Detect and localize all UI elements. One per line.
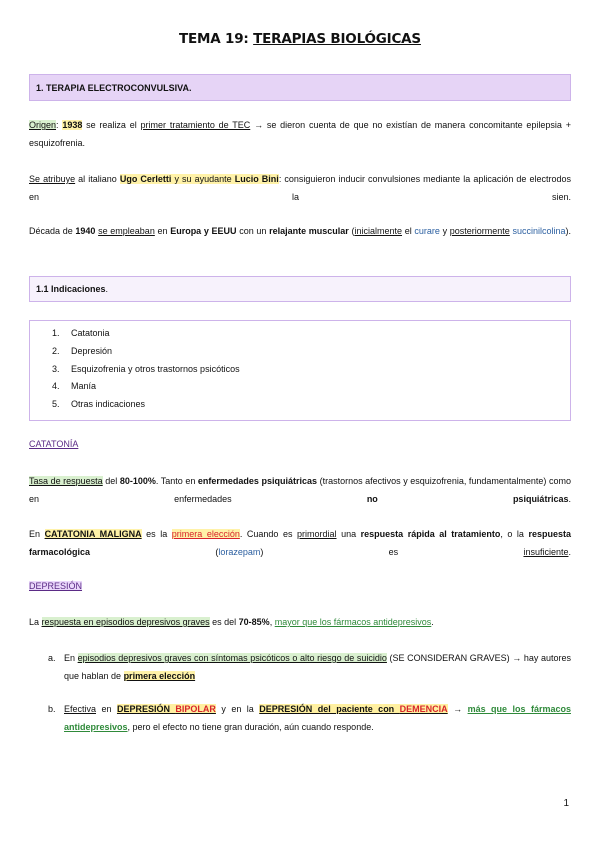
section-heading-text: 1. TERAPIA ELECTROCONVULSIVA. — [36, 82, 192, 93]
text-span: , pero el efecto no tiene gran duración, aún cuando responde. — [127, 722, 374, 732]
origen-label: Origen — [29, 120, 57, 130]
text-span: → se dieron cuenta de que no existían de manera concomitante epilepsia + esquizofrenia. — [29, 120, 571, 148]
text-span: con un — [236, 226, 270, 236]
text-span: . Cuando es — [239, 529, 298, 539]
text-span: : consiguieron inducir convulsiones mediante la aplicación de electrodos en la sien. — [29, 174, 572, 202]
posteriormente: posteriormente — [449, 226, 510, 236]
primera-eleccion: primera elección — [171, 529, 240, 539]
page-number: 1 — [563, 798, 569, 809]
text-span — [117, 704, 216, 714]
text-span: es del — [209, 617, 239, 627]
text-span: → — [447, 704, 468, 714]
paragraph-depresion — [29, 613, 571, 631]
text-span — [64, 649, 571, 685]
lorazepam: lorazepam — [218, 547, 261, 557]
catatonia-maligna: CATATONIA MALIGNA — [44, 529, 142, 539]
paragraph-origen — [29, 116, 571, 152]
mayor-que-farmacos: mayor que los fármacos antidepresivos — [274, 617, 432, 627]
respuesta-rapida: respuesta rápida al tratamiento — [360, 529, 501, 539]
text-span: b. — [48, 704, 56, 714]
enfermedades-psiquiatricas: enfermedades psiquiátricas — [197, 476, 318, 486]
text-span: en — [154, 226, 171, 236]
text-span: . Tanto en — [155, 476, 198, 486]
text-span: 4. — [52, 381, 60, 391]
title-prefix: TEMA 19: — [179, 31, 254, 47]
text-span: : — [56, 120, 63, 130]
list-item — [52, 381, 96, 391]
paragraph-decada — [29, 222, 571, 240]
text-span — [64, 700, 571, 736]
relajante-muscular: relajante muscular — [269, 226, 349, 236]
text-span: . — [568, 547, 571, 557]
section-heading-indicaciones — [29, 276, 571, 302]
list-item — [52, 364, 240, 374]
pct-70-85: 70-85% — [238, 617, 270, 627]
text-span: . — [431, 617, 434, 627]
year-1938: 1938 — [62, 120, 83, 130]
primordial: primordial — [297, 529, 337, 539]
text-span: del — [102, 476, 120, 486]
europa-eeuu: Europa y EEUU — [170, 226, 237, 236]
page-title — [0, 31, 600, 47]
paragraph-catatonia-tasa — [29, 472, 571, 508]
efectiva: Efectiva — [64, 704, 97, 714]
respuesta-episodios: respuesta en episodios depresivos graves — [41, 617, 210, 627]
text-span: y — [439, 226, 450, 236]
list-item — [52, 399, 145, 409]
text-span: . — [105, 284, 109, 294]
text-span: . — [568, 494, 571, 504]
text-span: ( — [348, 226, 355, 236]
text-span: (trastornos afectivos y esquizofrenia, fundamentalmente) como en enfermedades — [29, 476, 571, 504]
text-span: DEPRESIÓN del paciente con — [259, 704, 400, 714]
list-item — [52, 328, 110, 338]
insuficiente: insuficiente — [523, 547, 569, 557]
text-span: DEPRESIÓN — [116, 704, 176, 714]
text-span: ). — [565, 226, 571, 236]
text-span: En — [29, 529, 45, 539]
text-span: Catatonia — [71, 328, 110, 338]
se-atribuye: Se atribuye — [29, 174, 76, 184]
text-span: se realiza el — [82, 120, 141, 130]
paragraph-atribuye — [29, 170, 571, 206]
text-span: Manía — [71, 381, 97, 391]
tasa-respuesta: Tasa de respuesta — [29, 476, 103, 486]
text-span: , o la — [500, 529, 529, 539]
text-span: es la — [141, 529, 172, 539]
demencia: DEMENCIA — [399, 704, 448, 714]
ugo-cerletti: Ugo Cerletti — [119, 174, 172, 184]
text-span: ) es — [260, 547, 524, 557]
se-empleaban: se empleaban — [98, 226, 155, 236]
bipolar: BIPOLAR — [175, 704, 216, 714]
list-item — [52, 346, 112, 356]
text-span: y en la — [215, 704, 260, 714]
respuesta-farmacologica: respuesta farmacológica — [29, 529, 572, 557]
depresion-label: DEPRESIÓN — [29, 581, 83, 591]
text-span: ( — [90, 547, 219, 557]
section-heading-tec — [29, 74, 571, 101]
primera-eleccion-a: primera elección — [123, 671, 196, 681]
lucio-bini: Lucio Bini — [234, 174, 279, 184]
text-span: en — [96, 704, 117, 714]
curare: curare — [414, 226, 440, 236]
text-span: 3. — [52, 364, 60, 374]
text-span: La — [29, 617, 42, 627]
mas-que-farmacos: más que los fármacos antidepresivos — [64, 704, 571, 732]
text-span: Esquizofrenia y otros trastornos psicóticos — [71, 364, 240, 374]
text-span: , — [269, 617, 275, 627]
text-span: una — [336, 529, 361, 539]
subsection-heading-text: 1.1 Indicaciones — [36, 284, 106, 294]
text-span: Otras indicaciones — [71, 399, 146, 409]
text-span: 1. — [52, 328, 60, 338]
paragraph-catatonia-maligna — [29, 525, 571, 561]
text-span: Década de — [29, 226, 76, 236]
text-span: a. — [48, 653, 56, 663]
text-span: 2. — [52, 346, 60, 356]
year-1940: 1940 — [75, 226, 96, 236]
text-span: y su ayudante — [171, 174, 235, 184]
list-item-a — [48, 649, 571, 685]
primer-tratamiento: primer tratamiento de TEC — [140, 120, 251, 130]
succinilcolina: succinilcolina — [512, 226, 566, 236]
text-span: (SE CONSIDERAN GRAVES) → hay autores que hablan de — [64, 653, 571, 681]
catatonia-label: CATATONÍA — [29, 439, 79, 449]
list-item-b — [48, 700, 571, 736]
indications-list — [29, 320, 571, 421]
no-psiquiatricas: no psiquiátricas — [366, 494, 569, 504]
text-span: En — [64, 653, 78, 663]
text-span: 5. — [52, 399, 60, 409]
text-span: al italiano — [75, 174, 120, 184]
text-span — [259, 704, 447, 714]
title-underlined: TERAPIAS BIOLÓGICAS — [253, 31, 421, 47]
text-span: Depresión — [71, 346, 113, 356]
episodios-graves: episodios depresivos graves con síntomas psicóticos o alto riesgo de suicidio — [77, 653, 387, 663]
text-span: el — [402, 226, 415, 236]
pct-80-100: 80-100% — [119, 476, 156, 486]
inicialmente: inicialmente — [354, 226, 403, 236]
